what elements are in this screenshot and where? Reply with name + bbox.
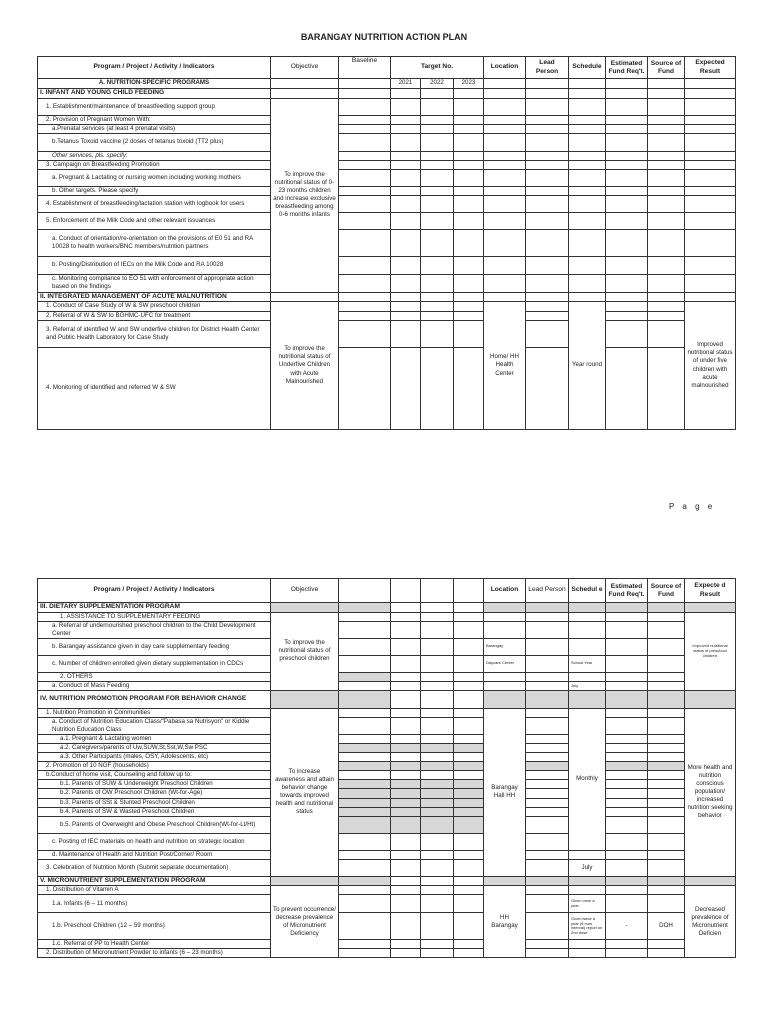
section-nutrition-promotion: IV. NUTRITION PROMOTION PROGRAM FOR BEHAVIOR CHANGE [38,690,271,708]
table-row: a. Conduct of Mass Feeding [38,681,271,690]
header-program: Program / Project / Activity / Indicators [38,579,271,603]
fund-cell: - [606,913,648,940]
table-row: b.3. Parents of SSt & Stunted Preschool Children [38,798,271,807]
table-row: 2. Promotion of 10 NGF (households) [38,762,271,771]
table-row: c. Posting of IEC materials on health and nutrition on strategic location [38,833,271,850]
table-row: 2. Provision of Pregnant Women With: [38,115,271,124]
table-row: Other services, pls. specify: [38,151,271,160]
table-row: d. Maintenance of Health and Nutrition Post/Corner/ Room [38,850,271,859]
section-micronutrient: V. MICRONUTRIENT SUPPLEMENTATION PROGRAM [38,876,271,886]
schedule-cell: July [569,859,606,876]
objective-cell: To improve the nutritional status of 0-23 months children and increase exclusive breastfeeding among 0-6 months infants [271,98,339,292]
table-row: 5. Enforcement of the Milk Code and other relevant issuances [38,212,271,229]
table-row: 1. Distribution of Vitamin A [38,886,271,895]
header-fund: Estimated Fund Req't. [606,579,648,603]
table-row: 1.c. Referral of PP to Health Center [38,940,271,949]
result-cell: Improved nutritional status of preschool children [685,612,736,690]
schedule-cell: Given twice a year (6 mos interval) report on 2nd dose [569,913,606,940]
document-title: BARANGAY NUTRITION ACTION PLAN [300,32,468,42]
table-row: b.Tetanus Toxoid vaccine (2 doses of tetanus toxoid (TT2 plus) [38,133,271,151]
table-row: b.1. Parents of SUW & Underweight Preschool Children [38,780,271,789]
table-row: a.Prenatal services (at least 4 prenatal visits) [38,124,271,133]
action-plan-table-page2 [37,578,736,958]
page-label: P a g e [669,502,716,511]
objective-cell: To improve the nutritional status of Underfive Children with Acute Malnourished [271,302,339,429]
header-lead: Lead Person [526,579,569,603]
table-row: b.4. Parents of SW & Wasted Preschool Children [38,807,271,816]
table-row: a.1. Pregnant & Lactating women [38,735,271,744]
header-location: Location [484,57,526,79]
table-row: b.5. Parents of Overweight and Obese Preschool Children(Wt-for-Lt/Ht) [38,816,271,833]
location-cell: Daycare Center [484,655,526,672]
location-cell: Barangay [484,638,526,655]
objective-cell: To prevent occurrence/ decrease prevalence of Micronutrient Deficiency [271,886,339,958]
header-schedule: Schedule [569,57,606,79]
source-cell: DOH [648,913,685,940]
year-2022: 2022 [421,79,454,89]
table-row: 1.b. Preschool Children (12 – 59 months) [38,913,271,940]
result-cell: More health and nutrition conscious population/ increased nutrition seeking behavior [685,708,736,876]
schedule-cell: Given once a year [569,895,606,913]
header-target: Target No. [391,57,484,79]
header-program: Program / Project / Activity / Indicators [38,57,271,79]
section-a: A. NUTRITION-SPECIFIC PROGRAMS [38,79,271,89]
table-row: 1.a. Infants (6 – 11 months) [38,895,271,913]
table-row: 3. Campaign on Breastfeeding Promotion [38,160,271,169]
schedule-cell: Year round [569,302,606,429]
header-source: Source of Fund [648,57,685,79]
header-objective: Objective [271,57,339,79]
section-infant-feeding: I. INFANT AND YOUNG CHILD FEEDING [38,89,271,99]
section-acute-malnutrition: II. INTEGRATED MANAGEMENT OF ACUTE MALNUTRITION [38,292,271,302]
table-row: a. Pregnant & Lactating or nursing women including working mothers [38,169,271,186]
header-objective: Objective [271,579,339,603]
table-row: c. Monitoring compliance to EO 51 with enforcement of appropriate action based on the findings [38,274,271,292]
table-row: 3. Celebration of Nutrition Month (Submit separate documentation) [38,859,271,876]
header-baseline: Baseline [339,57,391,79]
table-row: a. Conduct of orientation/re-orientation on the provisions of E0 51 and RA 10028 to health workers/BNC members/nutrition partners [38,229,271,256]
schedule-cell: July [569,681,606,690]
table-row: a.2. Caregivers/parents of Uw,SUW,St,Sst,W,Sw PSC [38,744,271,753]
year-2021: 2021 [391,79,421,89]
result-cell: Decreased prevalence of Micronutrient Deficien [685,886,736,958]
header-result: Expecte d Result [685,579,736,603]
table-row: a. Conduct of Nutrition Education Class/"Pabasa sa Nutrisyon" or Kiddie Nutrition Education Class [38,717,271,734]
section-dietary: III. DIETARY SUPPLEMENTATION PROGRAM [38,603,271,613]
table-row: 4. Monitoring of identified and referred W & SW [38,347,271,429]
header-fund: Estimated Fund Req't. [606,57,648,79]
schedule-cell: Monthly [569,708,606,850]
objective-cell: To improve the nutritional status of preschool children [271,612,339,690]
table-row: a.3. Other Participants (males, OSY, Adolescents, etc) [38,753,271,762]
table-row: 1. Establishment/maintenance of breastfeeding support group [38,98,271,115]
location-cell: HH Barangay [484,886,526,958]
year-2023: 2023 [454,79,484,89]
location-cell: Barangay Hall HH [484,708,526,876]
schedule-cell: School Year [569,655,606,672]
result-cell: Improved nutritional status of under five children with acute malnourished [685,302,736,429]
objective-cell: To increase awareness and attain behavior change towards improved health and nutritional status [271,708,339,876]
table-row: b. Posting/Distribution of IECs on the Milk Code and RA 10028 [38,256,271,274]
table-row: 1. Nutrition Promotion in Communities [38,708,271,717]
table-row: a. Referral of undernourished preschool children to the Child Development Center [38,621,271,638]
table-row: b. Other targets. Please specify [38,186,271,195]
header-lead: Lead Person [526,57,569,79]
table-row: b.Conduct of home visit, Counseling and follow up to: [38,771,271,780]
table-row: c. Number of children enrolled given dietary supplementation in CDCs [38,655,271,672]
header-source: Source of Fund [648,579,685,603]
table-row: 2. Distribution of Micronutrient Powder to infants (6 – 23 months) [38,949,271,958]
table-row: b.2. Parents of OW Preschool Children (Wt-for-Age) [38,789,271,798]
table-row: 1. ASSISTANCE TO SUPPLEMENTARY FEEDING [38,612,271,621]
location-cell: Home/ HH Health Center [484,302,526,429]
action-plan-table-page1 [37,56,736,430]
table-row: 2. OTHERS [38,672,271,681]
header-schedule: Schedul e [569,579,606,603]
table-row: 2. Referral of W & SW to BGHMC-UFC for treatment [38,311,271,320]
table-row: 1. Conduct of Case Study of W & SW preschool children [38,302,271,311]
header-location: Location [484,579,526,603]
table-row: 3. Referral of identified W and SW underfive children for District Health Center and Public Health Laboratory for Case Study [38,320,271,347]
table-row: b. Barangay assistance given in day care supplementary feeding [38,638,271,655]
table-row: 4. Establishment of breastfeeding/lactation station with logbook for users [38,195,271,212]
header-result: Expected Result [685,57,736,79]
